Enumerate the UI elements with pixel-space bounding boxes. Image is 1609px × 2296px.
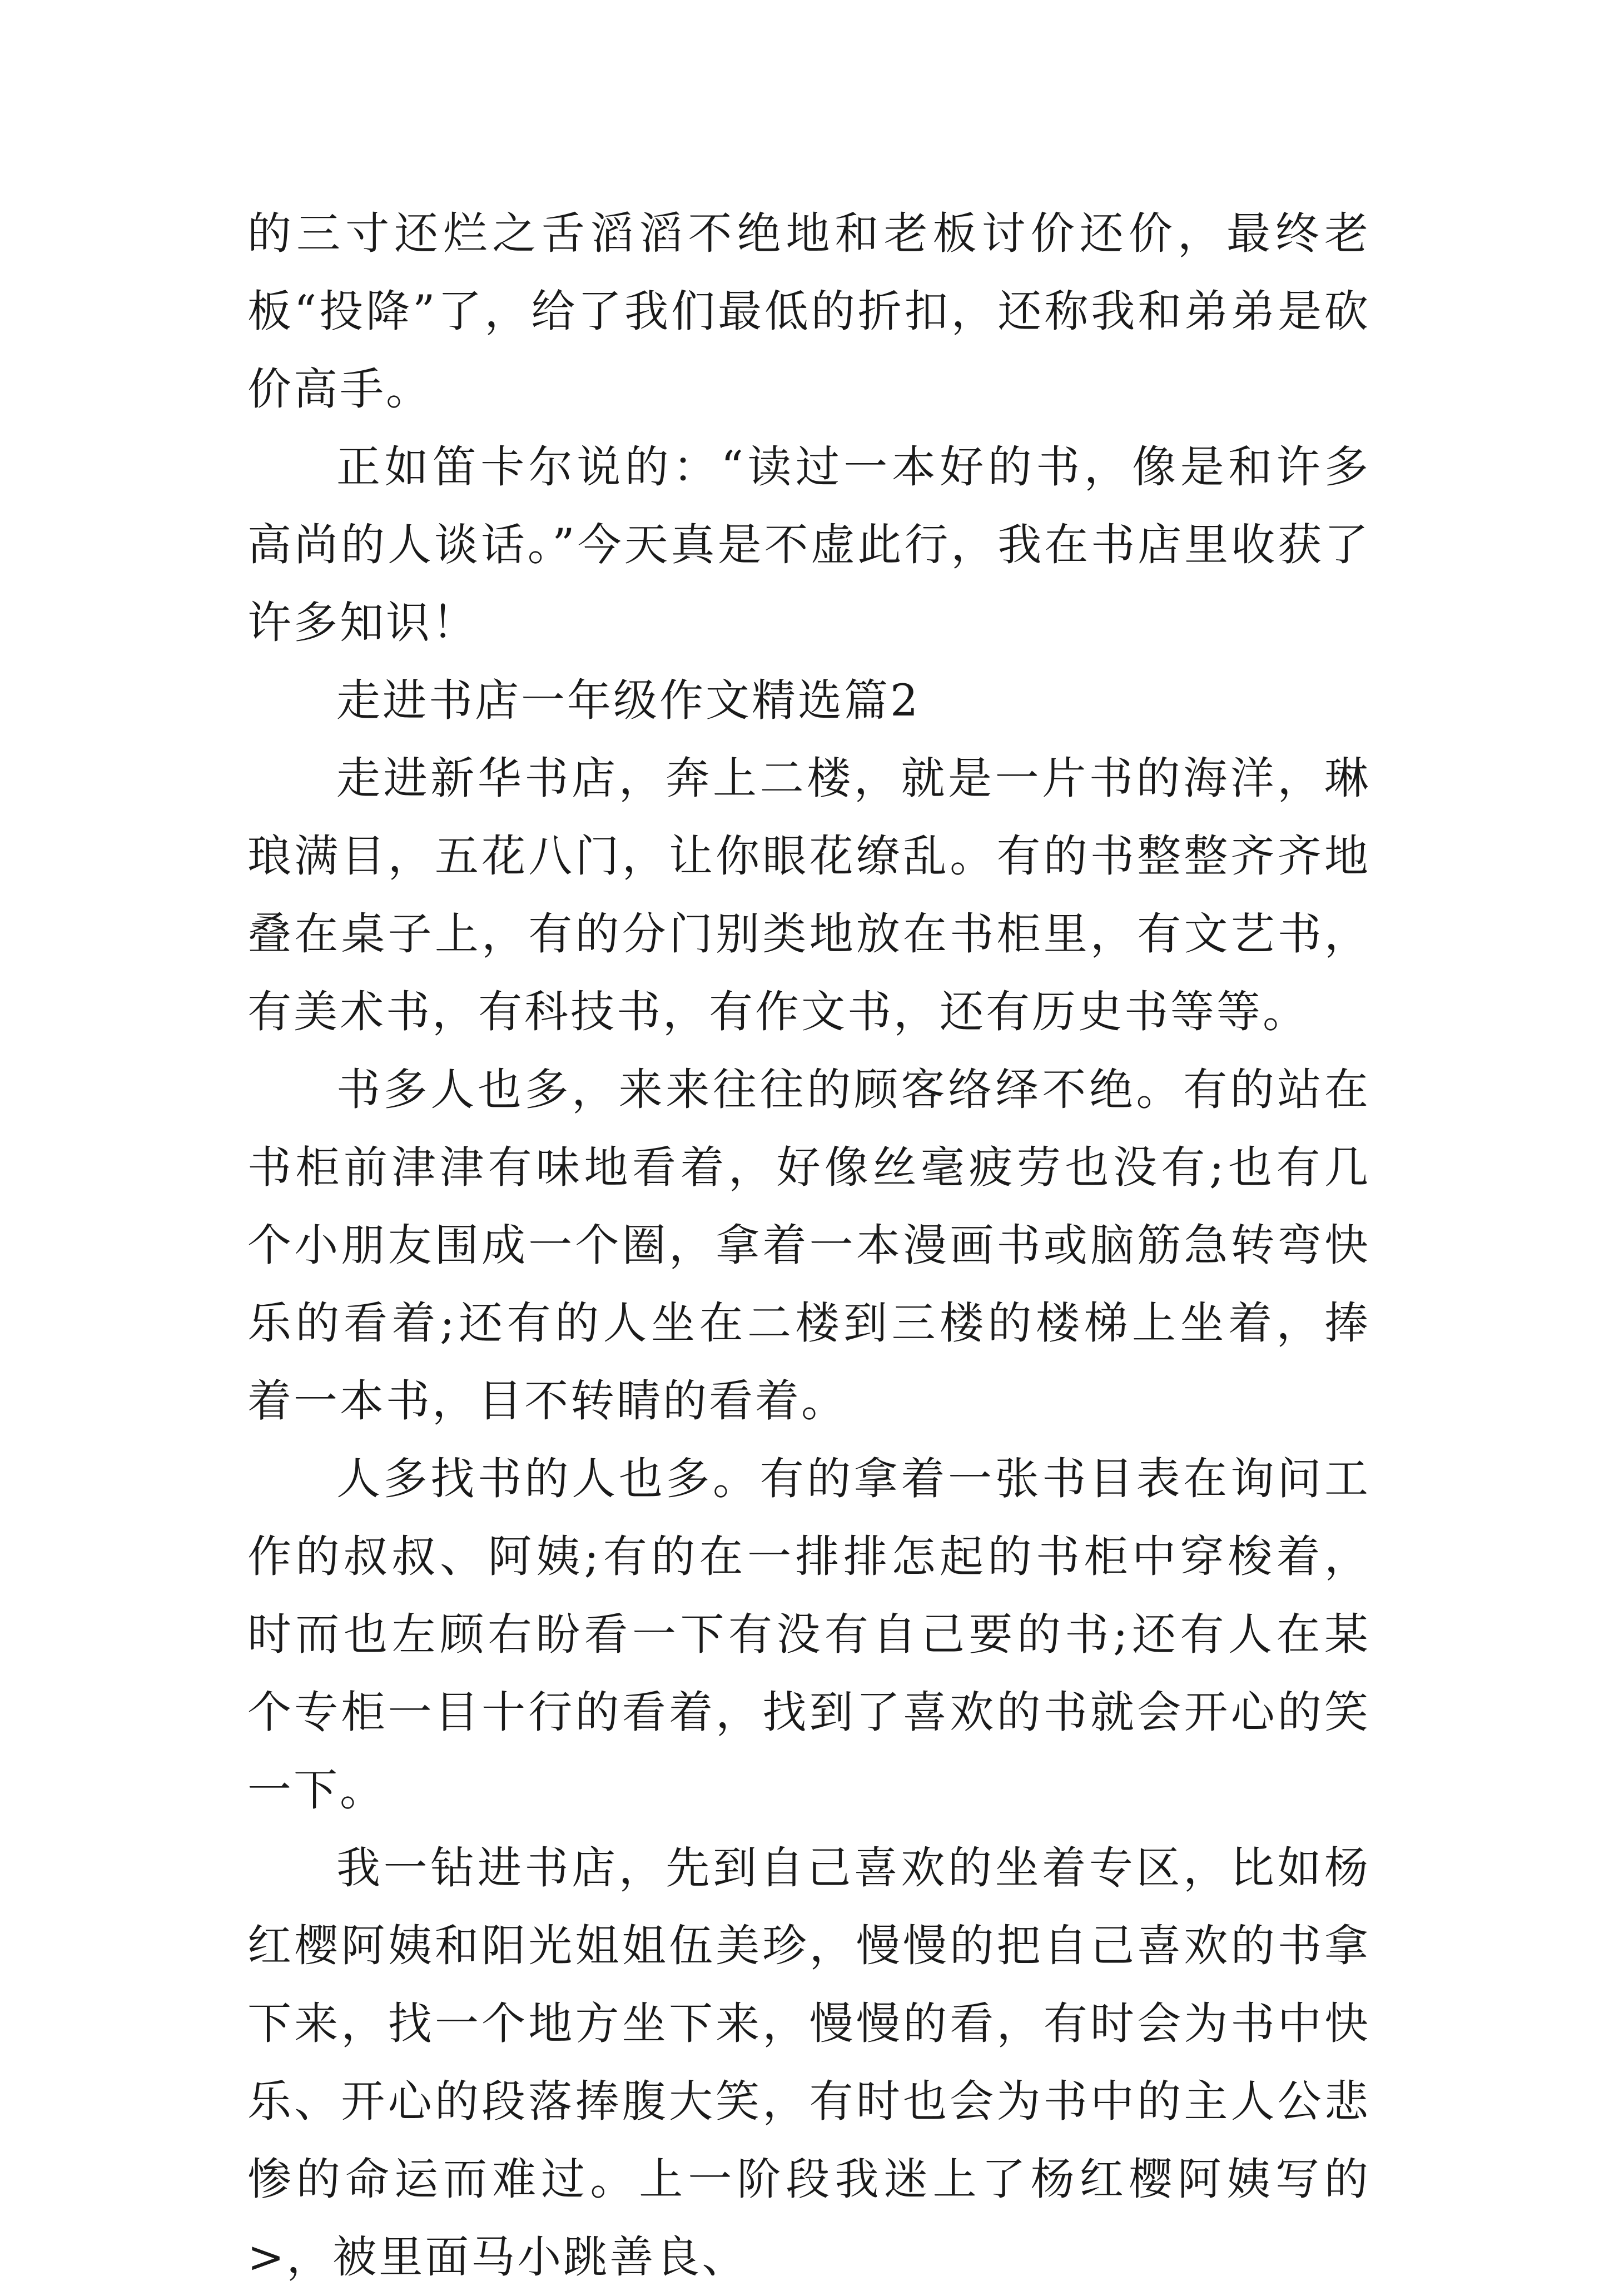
paragraph-4: 书多人也多，来来往往的顾客络绎不绝。有的站在书柜前津津有味地看着，好像丝毫疲劳也没有;也有几个小朋友围成一个圈，拿着一本漫画书或脑筋急转弯快乐的看着;还有的人坐在二楼到三楼的楼梯上坐着，捧着一本书，目不转睛的看着。 (247, 1064, 1370, 1427)
paragraph-3: 走进新华书店，奔上二楼，就是一片书的海洋，琳琅满目，五花八门，让你眼花缭乱。有的书整整齐齐地叠在桌子上，有的分门别类地放在书柜里，有文艺书，有美术书，有科技书，有作文书，还有历史书等等。 (247, 753, 1370, 1037)
paragraph-1: 的三寸还烂之舌滔滔不绝地和老板讨价还价，最终老板“投降”了，给了我们最低的折扣，还称我和弟弟是砍价高手。 (247, 208, 1370, 415)
paragraph-2: 正如笛卡尔说的：“读过一本好的书，像是和许多高尚的人谈话。”今天真是不虚此行，我在书店里收获了许多知识！ (247, 441, 1370, 648)
section-heading: 走进书店一年级作文精选篇2 (336, 675, 921, 726)
paragraph-6: 我一钻进书店，先到自己喜欢的坐着专区，比如杨红樱阿姨和阳光姐姐伍美珍，慢慢的把自己喜欢的书拿下来，找一个地方坐下来，慢慢的看，有时会为书中快乐、开心的段落捧腹大笑，有时也会为书中的主人公悲惨的命运而难过。上一阶段我迷上了杨红樱阿姨写的>，被里面马小跳善良、 (247, 1842, 1370, 2283)
paragraph-5: 人多找书的人也多。有的拿着一张书目表在询问工作的叔叔、阿姨;有的在一排排怎起的书柜中穿梭着，时而也左顾右盼看一下有没有自己要的书;还有人在某个专柜一目十行的看着，找到了喜欢的书就会开心的笑一下。 (247, 1453, 1370, 1816)
document-body (247, 195, 1370, 2296)
